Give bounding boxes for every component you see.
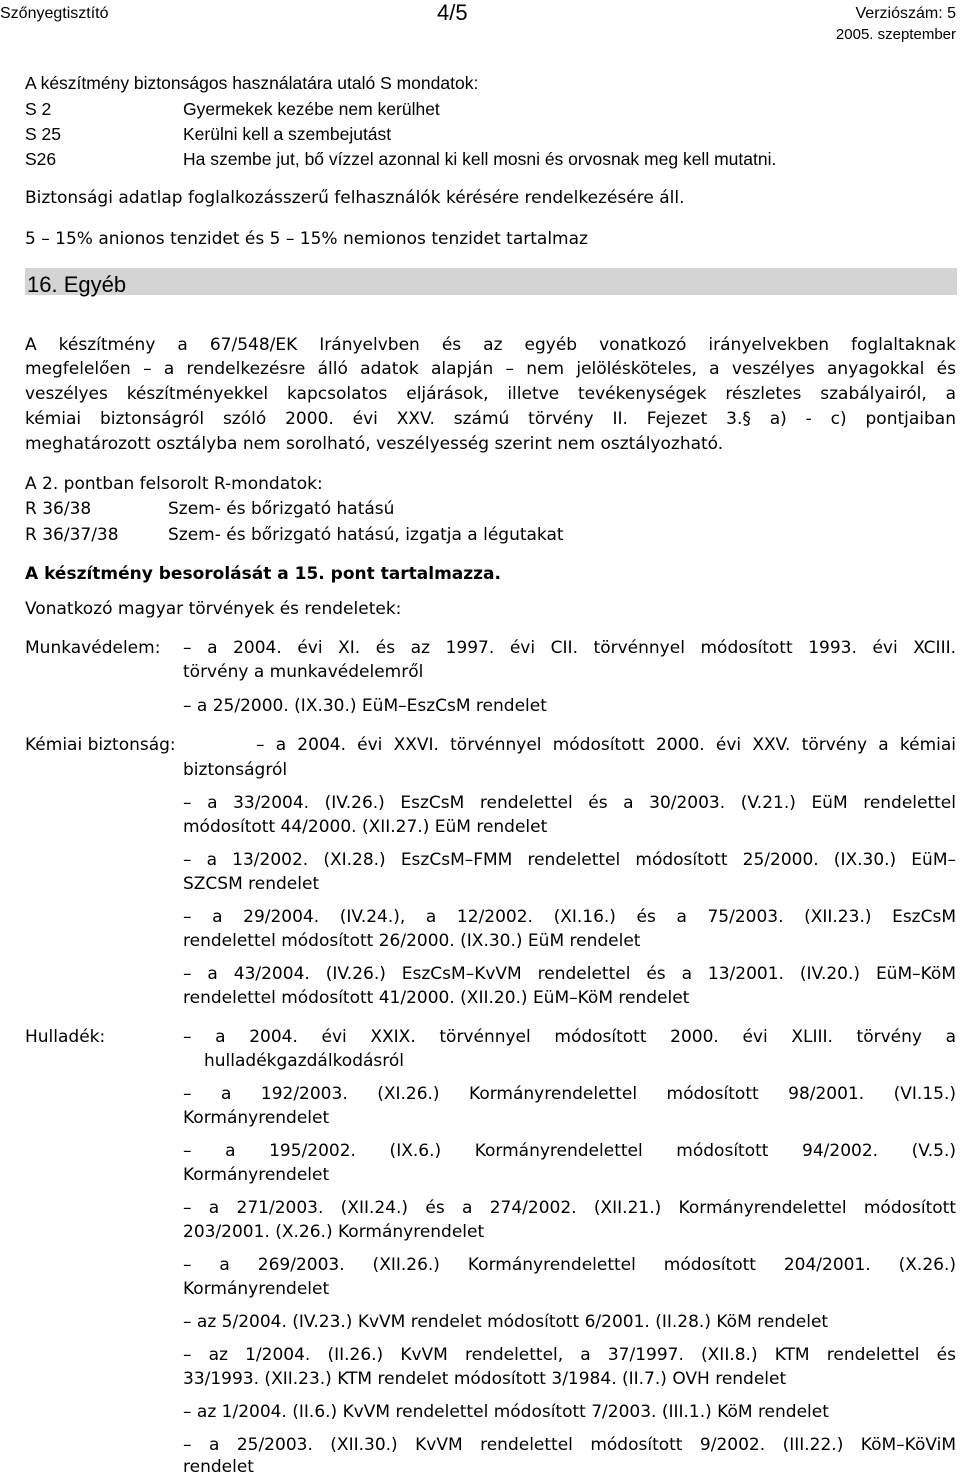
- law-item: – a 33/2004. (IV.26.) EszCsM rendelettel és a 30/2003. (V.21.) EüM rendelettel: [183, 793, 956, 813]
- law-item: – a 271/2003. (XII.24.) és a 274/2002. (XII.21.) Kormányrendelettel módosított: [183, 1198, 956, 1218]
- law-item: SZCSM rendelet: [183, 874, 320, 894]
- s-code: S 25: [25, 124, 61, 144]
- law-item: 203/2001. (X.26.) Kormányrendelet: [183, 1222, 485, 1242]
- law-item: – a 25/2003. (XII.30.) KvVM rendelettel módosított 9/2002. (III.22.) KöM–KöViM: [183, 1435, 956, 1455]
- paragraph-line: meghatározott osztályba nem sorolható, veszélyesség szerint nem osztályozható.: [25, 434, 724, 454]
- law-category-label: Munkavédelem:: [25, 638, 161, 658]
- law-item: rendelettel módosított 41/2000. (XII.20.) EüM–KöM rendelet: [183, 988, 690, 1008]
- law-item: – a 195/2002. (IX.6.) Kormányrendelettel módosított 94/2002. (V.5.): [183, 1141, 956, 1161]
- law-item: – az 1/2004. (II.6.) KvVM rendelettel módosított 7/2003. (III.1.) KöM rendelet: [183, 1402, 829, 1422]
- law-item: – az 1/2004. (II.26.) KvVM rendelettel, a 37/1997. (XII.8.) KTM rendelettel és: [183, 1345, 956, 1365]
- law-item: Kormányrendelet: [183, 1108, 330, 1128]
- r-section-title: A 2. pontban felsorolt R-mondatok:: [25, 474, 323, 494]
- paragraph-line: veszélyes készítményekkel kapcsolatos eljárások, illetve tevékenységek részletes szabályairól, a: [25, 384, 956, 404]
- s-text: Kerülni kell a szembejutást: [183, 124, 392, 144]
- law-item: – a 192/2003. (XI.26.) Kormányrendelettel módosított 98/2001. (VI.15.): [183, 1084, 956, 1104]
- law-item: módosított 44/2000. (XII.27.) EüM rendelet: [183, 817, 548, 837]
- law-item: hulladékgazdálkodásról: [204, 1051, 405, 1071]
- r-text: Szem- és bőrizgató hatású: [168, 499, 395, 519]
- paragraph-line: A készítmény a 67/548/EK Irányelvben és az egyéb vonatkozó irányelvekben foglaltaknak: [25, 335, 956, 355]
- law-item: – a 43/2004. (IV.26.) EszCsM–KvVM rendelettel és a 13/2001. (IV.20.) EüM–KöM: [183, 964, 956, 984]
- section-heading-band: [25, 268, 957, 295]
- law-item: törvény a munkavédelemről: [183, 662, 424, 682]
- header-page-number: 4/5: [437, 0, 468, 25]
- law-item: – a 13/2002. (XI.28.) EszCsM–FMM rendelettel módosított 25/2000. (IX.30.) EüM–: [183, 850, 956, 870]
- law-category-label: Kémiai biztonság:: [25, 735, 176, 755]
- law-item: 33/1993. (XII.23.) KTM rendelet módosított 3/1984. (II.7.) OVH rendelet: [183, 1369, 787, 1389]
- laws-title: Vonatkozó magyar törvények és rendeletek:: [25, 599, 402, 619]
- law-item: biztonságról: [183, 760, 288, 780]
- paragraph-line: megfelelően – a rendelkezésre álló adatok alapján – nem jelölésköteles, a veszélyes anyagokkal és: [25, 359, 956, 379]
- law-item: rendelet: [183, 1457, 254, 1477]
- ingredients-note: 5 – 15% anionos tenzidet és 5 – 15% nemionos tenzidet tartalmaz: [25, 229, 588, 249]
- header-product: Szőnyegtisztító: [0, 5, 109, 22]
- r-text: Szem- és bőrizgató hatású, izgatja a légutakat: [168, 525, 564, 545]
- s-text: Gyermekek kezébe nem kerülhet: [183, 99, 440, 119]
- classification-note: A készítmény besorolását a 15. pont tartalmazza.: [25, 564, 501, 584]
- r-code: R 36/37/38: [25, 525, 119, 545]
- s-code: S 2: [25, 99, 52, 119]
- law-item: Kormányrendelet: [183, 1279, 330, 1299]
- law-item: – a 25/2000. (IX.30.) EüM–EszCsM rendelet: [183, 696, 547, 716]
- r-code: R 36/38: [25, 499, 92, 519]
- law-item: – a 2004. évi XXVI. törvénnyel módosított 2000. évi XXV. törvény a kémiai: [256, 735, 956, 755]
- header-version: Verziószám: 5: [855, 5, 956, 22]
- header-date: 2005. szeptember: [835, 26, 956, 43]
- law-item: – a 269/2003. (XII.26.) Kormányrendelettel módosított 204/2001. (X.26.): [183, 1255, 956, 1275]
- law-item: – a 29/2004. (IV.24.), a 12/2002. (XI.16.) és a 75/2003. (XII.23.) EszCsM: [183, 907, 956, 927]
- law-item: Kormányrendelet: [183, 1165, 330, 1185]
- law-category-label: Hulladék:: [25, 1027, 106, 1047]
- section-heading: 16. Egyéb: [27, 272, 127, 297]
- s-text: Ha szembe jut, bő vízzel azonnal ki kell mosni és orvosnak meg kell mutatni.: [183, 149, 777, 169]
- safety-sheet-note: Biztonsági adatlap foglalkozásszerű felhasználók kérésére rendelkezésére áll.: [25, 188, 685, 208]
- law-item: rendelettel módosított 26/2000. (IX.30.) EüM rendelet: [183, 931, 641, 951]
- law-item: – a 2004. évi XI. és az 1997. évi CII. törvénnyel módosított 1993. évi XCIII.: [183, 638, 956, 658]
- law-item: – a 2004. évi XXIX. törvénnyel módosított 2000. évi XLIII. törvény a: [183, 1027, 956, 1047]
- s-code: S26: [25, 149, 57, 169]
- s-section-title: A készítmény biztonságos használatára utaló S mondatok:: [25, 73, 479, 93]
- law-item: – az 5/2004. (IV.23.) KvVM rendelet módosított 6/2001. (II.28.) KöM rendelet: [183, 1312, 829, 1332]
- paragraph-line: kémiai biztonságról szóló 2000. évi XXV. számú törvény II. Fejezet 3.§ a) - c) pontjaiban: [25, 409, 956, 429]
